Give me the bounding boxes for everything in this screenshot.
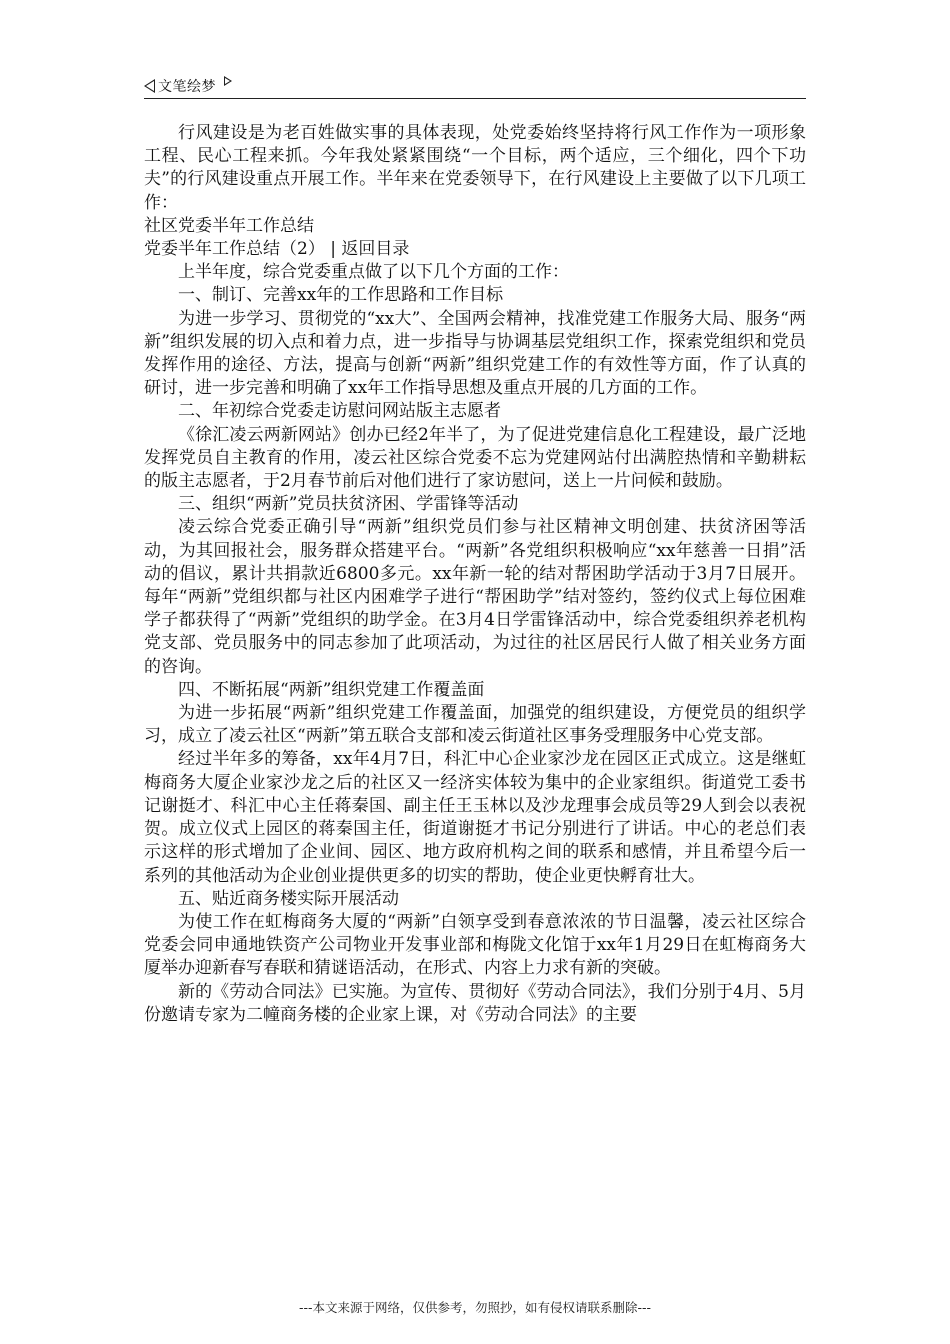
page-header: [144, 74, 806, 99]
triangle-left-icon: [144, 79, 155, 93]
triangle-right-icon: [224, 76, 232, 86]
section-heading: 社区党委半年工作总结: [144, 215, 314, 236]
paragraph: 经过半年多的筹备，xx年4月7日，科汇中心企业家沙龙在园区正式成立。这是继虹梅商务大厦企业家沙龙之后的社区又一经济实体较为集中的企业家组织。街道党工委书记谢挺才、科汇中心主任蒋秦国、副主任王玉林以及沙龙理事会成员等29人到会以表祝贺。成立仪式上园区的蒋秦国主任，街道谢挺才书记分别进行了讲话。中心的老总们表示这样的形式增加了企业间、园区、地方政府机构之间的联系和感情，并且希望今后一系列的其他活动为企业创业提供更多的切实的帮助，使企业更快孵育壮大。: [144, 749, 806, 886]
paragraph: 上半年度，综合党委重点做了以下几个方面的工作：: [178, 262, 569, 283]
paragraph: 为进一步拓展“两新”组织党建工作覆盖面，加强党的组织建设，方便党员的组织学习，成立了凌云社区“两新”第五联合支部和凌云街道社区事务受理服务中心党支部。: [144, 703, 806, 747]
paragraph: 凌云综合党委正确引导“两新”组织党员们参与社区精神文明创建、扶贫济困等活动，为其回报社会，服务群众搭建平台。“两新”各党组织积极响应“xx年慈善一日捐”活动的倡议，累计共捐款近6800多元。xx年新一轮的结对帮困助学活动于3月7日展开。每年“两新”党组织都与社区内困难学子进行“帮困助学”结对签约，签约仪式上每位困难学子都获得了“两新”党组织的助学金。在3月4日学雷锋活动中，综合党委组织养老机构党支部、党员服务中的同志参加了此项活动，为过往的社区居民行人做了相关业务方面的咨询。: [144, 517, 806, 677]
document-body: [144, 122, 806, 1027]
subheading: 二、年初综合党委走访慰问网站版主志愿者: [178, 401, 501, 422]
subheading: 五、贴近商务楼实际开展活动: [178, 888, 399, 909]
header-brand: 文笔绘梦: [158, 79, 216, 95]
paragraph: 《徐汇凌云两新网站》创办已经2年半了，为了促进党建信息化工程建设，最广泛地发挥党员自主教育的作用，凌云社区综合党委不忘为党建网站付出满腔热情和辛勤耕耘的版主志愿者，于2月春节前后对他们进行了家访慰问，送上一片问候和鼓励。: [144, 424, 806, 492]
subheading: 一、制订、完善xx年的工作思路和工作目标: [178, 285, 504, 306]
section-heading: 党委半年工作总结（2） | 返回目录: [144, 239, 410, 260]
paragraph: 为进一步学习、贯彻党的“xx大”、全国两会精神，找准党建工作服务大局、服务“两新”组织发展的切入点和着力点，进一步指导与协调基层党组织工作，探索党组织和党员发挥作用的途径、方法，提高与创新“两新”组织党建工作的有效性等方面，作了认真的研讨，进一步完善和明确了xx年工作指导思想及重点开展的几方面的工作。: [144, 308, 806, 399]
paragraph: 为使工作在虹梅商务大厦的“两新”白领享受到春意浓浓的节日温馨，凌云社区综合党委会同申通地铁资产公司物业开发事业部和梅陇文化馆于xx年1月29日在虹梅商务大厦举办迎新春写春联和猜谜语活动，在形式、内容上力求有新的突破。: [144, 911, 806, 979]
page-footer: ---本文来源于网络，仅供参考，勿照抄，如有侵权请联系删除---: [298, 1300, 652, 1315]
subheading: 四、不断拓展“两新”组织党建工作覆盖面: [178, 679, 485, 700]
paragraph: 行风建设是为老百姓做实事的具体表现，处党委始终坚持将行风工作作为一项形象工程、民心工程来抓。今年我处紧紧围绕“一个目标，两个适应，三个细化，四个下功夫”的行风建设重点开展工作。半年来在党委领导下，在行风建设上主要做了以下几项工作：: [144, 123, 806, 213]
paragraph: 新的《劳动合同法》已实施。为宣传、贯彻好《劳动合同法》，我们分别于4月、5月份邀请专家为二幢商务楼的企业家上课，对《劳动合同法》的主要: [144, 981, 806, 1025]
subheading: 三、组织“两新”党员扶贫济困、学雷锋等活动: [178, 494, 519, 515]
